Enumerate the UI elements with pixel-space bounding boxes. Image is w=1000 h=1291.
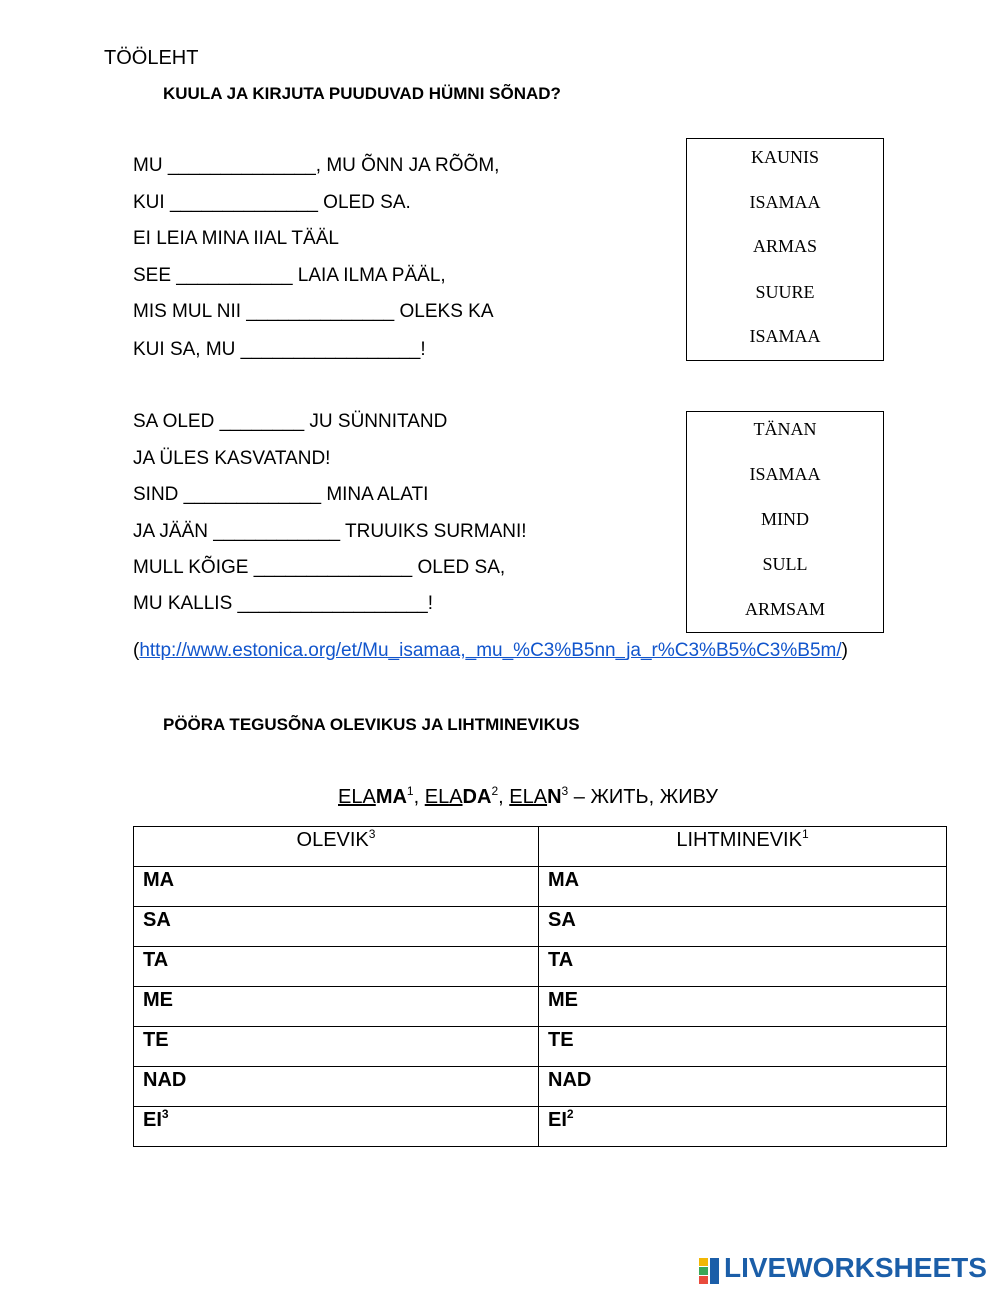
verb-stem: ELA [509,786,548,808]
word-bank-word[interactable]: SUURE [755,282,815,302]
paren-open: ( [133,640,140,661]
verb-ending: MA [375,786,407,808]
lihtminevik-cell[interactable]: ME [539,987,947,1027]
word-bank-1 [686,138,884,361]
verse2-line: SA OLED ________ JU SÜNNITAND [133,411,448,432]
verse1-line: SEE ___________ LAIA ILMA PÄÄL, [133,265,446,286]
header-olevik: OLEVIK$^3$ [134,827,539,867]
olevik-cell[interactable]: SA [134,907,539,947]
liveworksheets-logo-icon [697,1257,721,1285]
separator: , [413,786,425,808]
olevik-cell[interactable]: NAD [134,1067,539,1107]
lihtminevik-cell[interactable]: $EI^2$ [539,1107,947,1147]
word-bank-word[interactable]: ISAMAA [749,192,821,212]
table-row [134,947,947,987]
verb-ending: N [547,786,562,808]
olevik-cell[interactable]: ME [134,987,539,1027]
verse2-line: JA ÜLES KASVATAND! [133,448,331,469]
word-bank-word[interactable]: ISAMAA [749,464,821,484]
table-row [134,1107,947,1147]
verse1-line: MIS MUL NII ______________ OLEKS KA [133,301,494,322]
separator: , [498,786,510,808]
table-row [134,907,947,947]
table-row [134,987,947,1027]
olevik-cell[interactable]: MA [134,867,539,907]
source-link[interactable]: http://www.estonica.org/et/Mu_isamaa,_mu_%C3%B5nn_ja_r%C3%B5%C3%B5m/ [139,640,842,661]
lihtminevik-cell[interactable]: SA [539,907,947,947]
verb-forms [338,786,718,809]
word-bank-word[interactable]: ARMAS [752,236,818,256]
word-bank-word[interactable]: ISAMAA [749,326,821,346]
lihtminevik-cell[interactable]: TE [539,1027,947,1067]
table-header-row [134,827,947,867]
verb-stem: ELA [424,786,463,808]
translation: – ЖИТЬ, ЖИВУ [568,786,718,808]
lihtminevik-cell[interactable]: TA [539,947,947,987]
header-lihtminevik: LIHTMINEVIK$^1$ [539,827,947,867]
task2-heading: PÖÖRA TEGUSÕNA OLEVIKUS JA LIHTMINEVIKUS [163,715,580,734]
superscript: 2 [491,784,499,798]
task1-heading: KUULA JA KIRJUTA PUUDUVAD HÜMNI SÕNAD? [163,84,561,103]
table-row [134,1027,947,1067]
lihtminevik-cell[interactable]: NAD [539,1067,947,1107]
source-citation [133,640,848,662]
verse1-line: MU ______________, MU ÕNN JA RÕÕM, [133,155,500,176]
verb-ending: DA [462,786,492,808]
verse1-line: EI LEIA MINA IIAL TÄÄL [133,228,339,249]
verb-stem: ELA [338,786,376,808]
olevik-cell[interactable]: TE [134,1027,539,1067]
word-bank-word[interactable]: KAUNIS [750,147,819,167]
verse2-line: MULL KÕIGE _______________ OLED SA, [133,557,506,578]
lihtminevik-cell[interactable]: MA [539,867,947,907]
verse1-line: KUI ______________ OLED SA. [133,192,411,213]
word-bank-word[interactable]: TÄNAN [753,419,817,439]
liveworksheets-logo[interactable]: LIVEWORKSHEETS [724,1252,987,1283]
table-row [134,867,947,907]
verse2-line: JA JÄÄN ____________ TRUUIKS SURMANI! [133,521,527,542]
olevik-cell[interactable]: $EI^3$ [134,1107,539,1147]
word-bank-word[interactable]: ARMSAM [744,599,826,619]
paren-close: ) [841,640,848,661]
conjugation-table [133,826,947,1147]
olevik-cell[interactable]: TA [134,947,539,987]
superscript: 3 [561,784,569,798]
verse1-line: KUI SA, MU _________________! [133,339,426,360]
worksheet-title: TÖÖLEHT [104,47,199,69]
word-bank-2 [686,411,884,633]
word-bank-word[interactable]: SULL [762,554,808,574]
superscript: 1 [406,784,414,798]
table-row [134,1067,947,1107]
verse2-line: MU KALLIS __________________! [133,593,434,614]
word-bank-word[interactable]: MIND [761,509,809,529]
verse2-line: SIND _____________ MINA ALATI [133,484,429,505]
